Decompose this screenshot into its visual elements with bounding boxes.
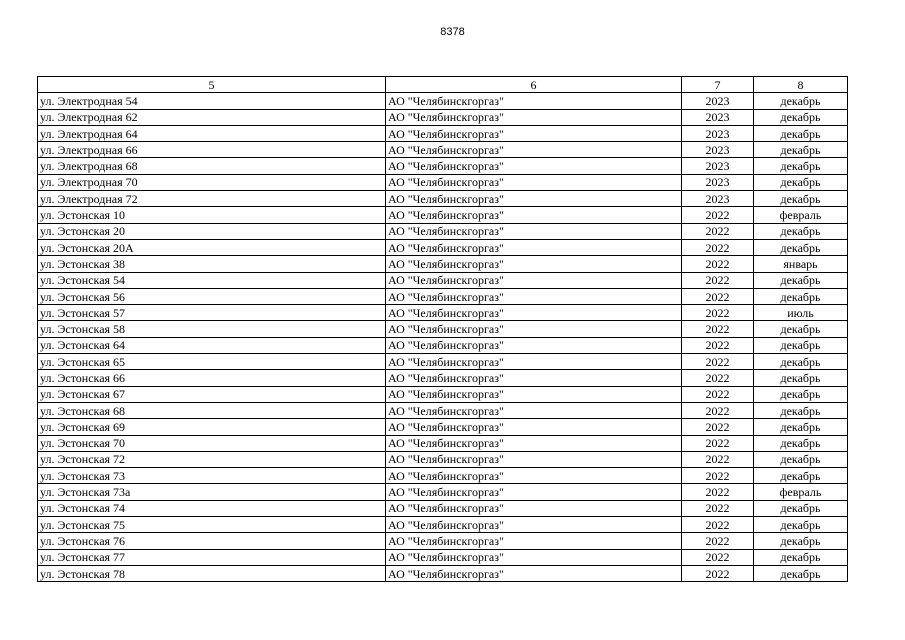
organization-cell: АО "Челябинскгоргаз" <box>386 517 682 533</box>
year-cell: 2022 <box>682 402 754 418</box>
organization-cell: АО "Челябинскгоргаз" <box>386 109 682 125</box>
address-cell: ул. Электродная 54 <box>38 93 386 109</box>
address-cell: ул. Эстонская 66 <box>38 370 386 386</box>
address-cell: ул. Электродная 64 <box>38 125 386 141</box>
table-row <box>38 109 848 125</box>
table-row <box>38 305 848 321</box>
address-cell: ул. Эстонская 78 <box>38 565 386 581</box>
table-row <box>38 125 848 141</box>
month-cell: февраль <box>754 484 848 500</box>
year-cell: 2022 <box>682 435 754 451</box>
year-cell: 2023 <box>682 191 754 207</box>
month-cell: декабрь <box>754 435 848 451</box>
month-cell: июль <box>754 305 848 321</box>
month-cell: декабрь <box>754 468 848 484</box>
address-cell: ул. Электродная 62 <box>38 109 386 125</box>
month-cell: декабрь <box>754 370 848 386</box>
table-row <box>38 419 848 435</box>
year-cell: 2022 <box>682 419 754 435</box>
year-cell: 2023 <box>682 158 754 174</box>
table-row <box>38 533 848 549</box>
organization-cell: АО "Челябинскгоргаз" <box>386 549 682 565</box>
year-cell: 2022 <box>682 305 754 321</box>
year-cell: 2022 <box>682 256 754 272</box>
table-row <box>38 354 848 370</box>
organization-cell: АО "Челябинскгоргаз" <box>386 500 682 516</box>
organization-cell: АО "Челябинскгоргаз" <box>386 272 682 288</box>
month-cell: декабрь <box>754 451 848 467</box>
organization-cell: АО "Челябинскгоргаз" <box>386 354 682 370</box>
organization-cell: АО "Челябинскгоргаз" <box>386 305 682 321</box>
month-cell: февраль <box>754 207 848 223</box>
organization-cell: АО "Челябинскгоргаз" <box>386 451 682 467</box>
table-row <box>38 207 848 223</box>
month-cell: декабрь <box>754 354 848 370</box>
address-cell: ул. Эстонская 20 <box>38 223 386 239</box>
organization-cell: АО "Челябинскгоргаз" <box>386 223 682 239</box>
year-cell: 2022 <box>682 549 754 565</box>
organization-cell: АО "Челябинскгоргаз" <box>386 239 682 255</box>
table-row <box>38 256 848 272</box>
table-row <box>38 565 848 581</box>
month-cell: декабрь <box>754 402 848 418</box>
header-cell-col-7: 7 <box>682 77 754 93</box>
address-cell: ул. Электродная 68 <box>38 158 386 174</box>
organization-cell: АО "Челябинскгоргаз" <box>386 174 682 190</box>
organization-cell: АО "Челябинскгоргаз" <box>386 533 682 549</box>
month-cell: декабрь <box>754 239 848 255</box>
year-cell: 2022 <box>682 272 754 288</box>
month-cell: январь <box>754 256 848 272</box>
month-cell: декабрь <box>754 174 848 190</box>
address-cell: ул. Эстонская 76 <box>38 533 386 549</box>
address-cell: ул. Эстонская 74 <box>38 500 386 516</box>
year-cell: 2022 <box>682 533 754 549</box>
year-cell: 2023 <box>682 109 754 125</box>
organization-cell: АО "Челябинскгоргаз" <box>386 419 682 435</box>
table-body <box>38 77 848 582</box>
year-cell: 2023 <box>682 125 754 141</box>
organization-cell: АО "Челябинскгоргаз" <box>386 337 682 353</box>
page-number: 8378 <box>440 26 465 38</box>
table-header-row <box>38 77 848 93</box>
month-cell: декабрь <box>754 223 848 239</box>
year-cell: 2023 <box>682 142 754 158</box>
table-row <box>38 468 848 484</box>
organization-cell: АО "Челябинскгоргаз" <box>386 402 682 418</box>
year-cell: 2022 <box>682 386 754 402</box>
year-cell: 2022 <box>682 500 754 516</box>
year-cell: 2023 <box>682 93 754 109</box>
month-cell: декабрь <box>754 272 848 288</box>
month-cell: декабрь <box>754 517 848 533</box>
address-cell: ул. Эстонская 54 <box>38 272 386 288</box>
table-row <box>38 402 848 418</box>
table-row <box>38 142 848 158</box>
address-cell: ул. Эстонская 57 <box>38 305 386 321</box>
organization-cell: АО "Челябинскгоргаз" <box>386 142 682 158</box>
month-cell: декабрь <box>754 158 848 174</box>
year-cell: 2022 <box>682 239 754 255</box>
organization-cell: АО "Челябинскгоргаз" <box>386 158 682 174</box>
address-cell: ул. Эстонская 56 <box>38 288 386 304</box>
month-cell: декабрь <box>754 565 848 581</box>
month-cell: декабрь <box>754 500 848 516</box>
table-row <box>38 451 848 467</box>
year-cell: 2022 <box>682 288 754 304</box>
table-row <box>38 321 848 337</box>
address-cell: ул. Эстонская 69 <box>38 419 386 435</box>
header-cell-col-8: 8 <box>754 77 848 93</box>
organization-cell: АО "Челябинскгоргаз" <box>386 256 682 272</box>
table-row <box>38 370 848 386</box>
table-row <box>38 435 848 451</box>
address-cell: ул. Электродная 66 <box>38 142 386 158</box>
month-cell: декабрь <box>754 191 848 207</box>
address-cell: ул. Эстонская 73 <box>38 468 386 484</box>
address-cell: ул. Эстонская 67 <box>38 386 386 402</box>
month-cell: декабрь <box>754 142 848 158</box>
organization-cell: АО "Челябинскгоргаз" <box>386 484 682 500</box>
table-row <box>38 239 848 255</box>
address-cell: ул. Электродная 70 <box>38 174 386 190</box>
header-cell-col-5: 5 <box>38 77 386 93</box>
table-row <box>38 484 848 500</box>
month-cell: декабрь <box>754 419 848 435</box>
year-cell: 2022 <box>682 517 754 533</box>
organization-cell: АО "Челябинскгоргаз" <box>386 207 682 223</box>
year-cell: 2022 <box>682 468 754 484</box>
month-cell: декабрь <box>754 549 848 565</box>
organization-cell: АО "Челябинскгоргаз" <box>386 288 682 304</box>
year-cell: 2022 <box>682 451 754 467</box>
address-cell: ул. Эстонская 73а <box>38 484 386 500</box>
address-cell: ул. Эстонская 38 <box>38 256 386 272</box>
year-cell: 2022 <box>682 354 754 370</box>
year-cell: 2022 <box>682 321 754 337</box>
address-cell: ул. Эстонская 20А <box>38 239 386 255</box>
organization-cell: АО "Челябинскгоргаз" <box>386 435 682 451</box>
table-row <box>38 158 848 174</box>
organization-cell: АО "Челябинскгоргаз" <box>386 125 682 141</box>
table-row <box>38 272 848 288</box>
year-cell: 2022 <box>682 565 754 581</box>
address-cell: ул. Электродная 72 <box>38 191 386 207</box>
month-cell: декабрь <box>754 321 848 337</box>
address-cell: ул. Эстонская 77 <box>38 549 386 565</box>
table-row <box>38 93 848 109</box>
address-cell: ул. Эстонская 65 <box>38 354 386 370</box>
year-cell: 2023 <box>682 174 754 190</box>
table-row <box>38 174 848 190</box>
address-cell: ул. Эстонская 68 <box>38 402 386 418</box>
address-cell: ул. Эстонская 72 <box>38 451 386 467</box>
organization-cell: АО "Челябинскгоргаз" <box>386 565 682 581</box>
year-cell: 2022 <box>682 223 754 239</box>
table-row <box>38 549 848 565</box>
table-row <box>38 500 848 516</box>
address-cell: ул. Эстонская 70 <box>38 435 386 451</box>
month-cell: декабрь <box>754 386 848 402</box>
organization-cell: АО "Челябинскгоргаз" <box>386 386 682 402</box>
organization-cell: АО "Челябинскгоргаз" <box>386 93 682 109</box>
address-cell: ул. Эстонская 64 <box>38 337 386 353</box>
table-row <box>38 517 848 533</box>
year-cell: 2022 <box>682 370 754 386</box>
table-row <box>38 337 848 353</box>
table-row <box>38 288 848 304</box>
month-cell: декабрь <box>754 125 848 141</box>
organization-cell: АО "Челябинскгоргаз" <box>386 191 682 207</box>
organization-cell: АО "Челябинскгоргаз" <box>386 321 682 337</box>
month-cell: декабрь <box>754 93 848 109</box>
year-cell: 2022 <box>682 337 754 353</box>
month-cell: декабрь <box>754 533 848 549</box>
header-cell-col-6: 6 <box>386 77 682 93</box>
address-cell: ул. Эстонская 58 <box>38 321 386 337</box>
year-cell: 2022 <box>682 207 754 223</box>
month-cell: декабрь <box>754 109 848 125</box>
table-row <box>38 223 848 239</box>
address-cell: ул. Эстонская 10 <box>38 207 386 223</box>
month-cell: декабрь <box>754 288 848 304</box>
table-row <box>38 191 848 207</box>
table-row <box>38 386 848 402</box>
organization-cell: АО "Челябинскгоргаз" <box>386 468 682 484</box>
address-cell: ул. Эстонская 75 <box>38 517 386 533</box>
data-table <box>37 76 848 582</box>
organization-cell: АО "Челябинскгоргаз" <box>386 370 682 386</box>
month-cell: декабрь <box>754 337 848 353</box>
year-cell: 2022 <box>682 484 754 500</box>
